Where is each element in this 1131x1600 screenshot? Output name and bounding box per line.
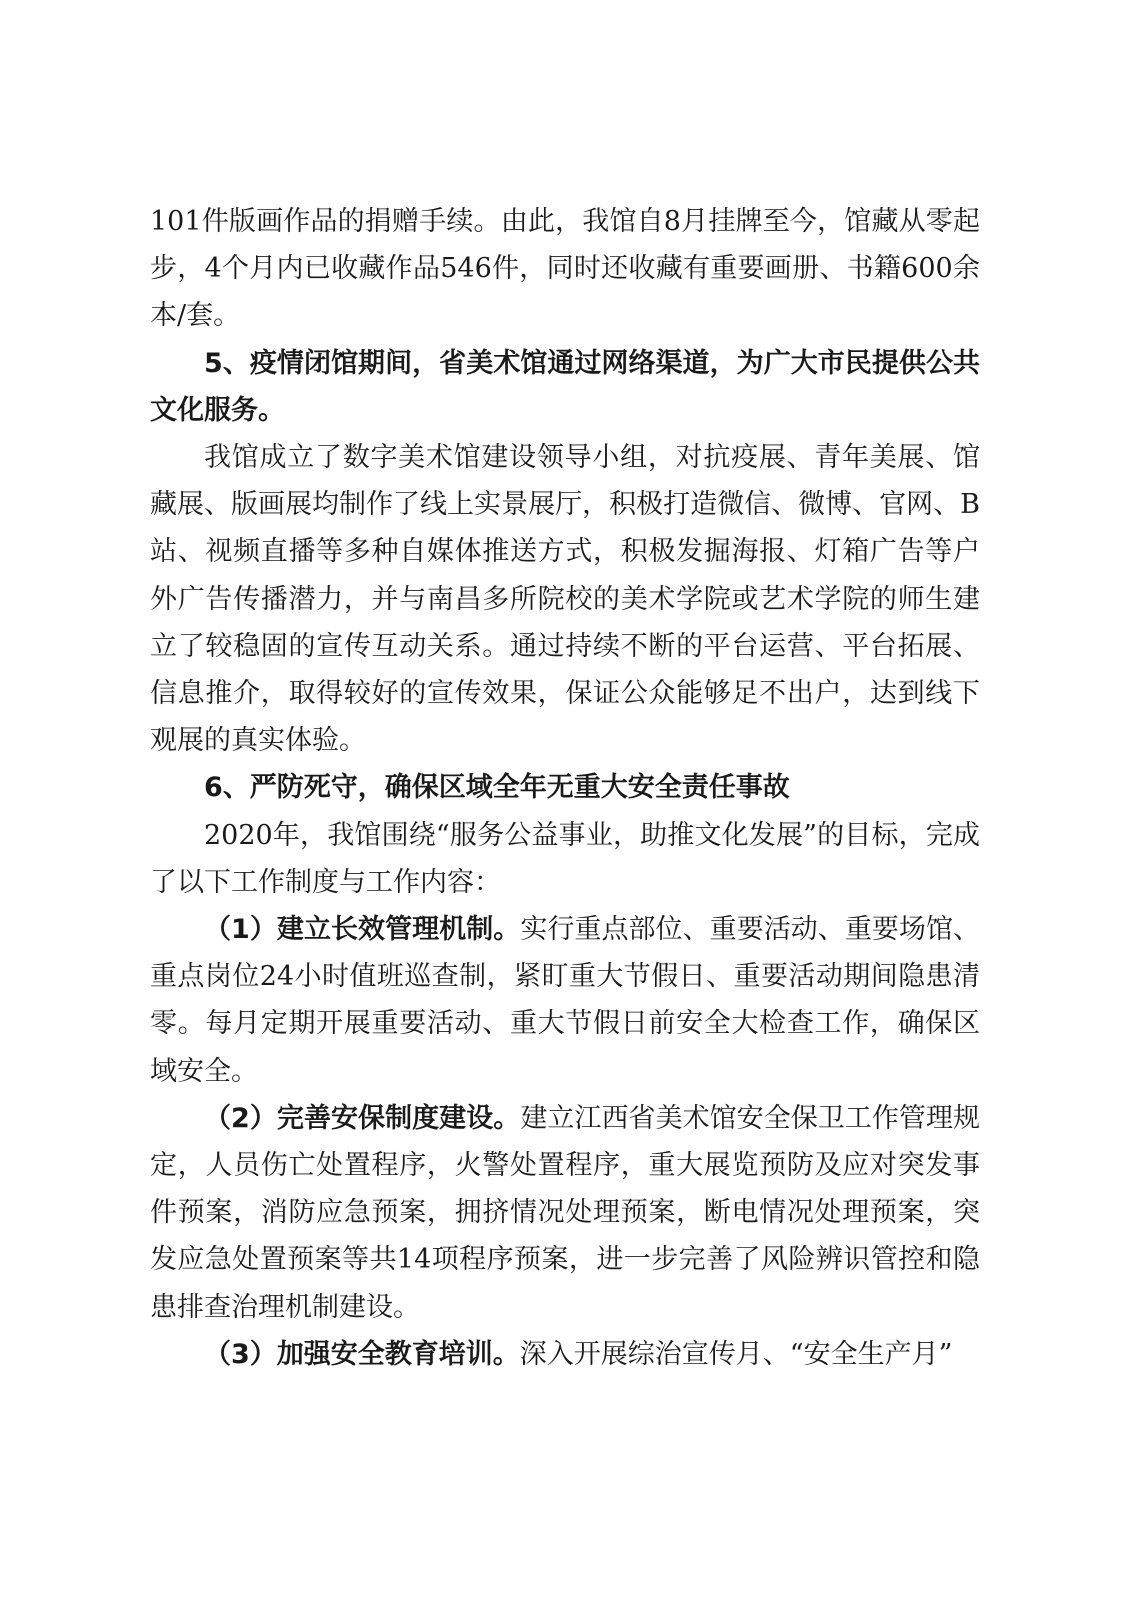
list-item-1 (150, 906, 980, 1095)
paragraph-digital-museum: 我馆成立了数字美术馆建设领导小组，对抗疫展、青年美展、馆藏展、版画展均制作了线上实景展厅，积极打造微信、微博、官网、B站、视频直播等多种自媒体推送方式，积极发掘海报、灯箱广告等户外广告传播潜力，并与南昌多所院校的美术学院或艺术学院的师生建立了较稳固的宣传互动关系。通过持续不断的平台运营、平台拓展、信息推介，取得较好的宣传效果，保证公众能够足不出户，达到线下观展的真实体验。 (150, 442, 980, 757)
list-item-1-body: 实行重点部位、重要活动、重要场馆、重点岗位24小时值班巡查制，紧盯重大节假日、重要活动期间隐患清零。每月定期开展重要活动、重大节假日前安全大检查工作，确保区域安全。 (150, 914, 980, 1087)
list-item-3-lead: （3）加强安全教育培训。 (204, 1338, 520, 1370)
paragraph-collection-summary: 101件版画作品的捐赠手续。由此，我馆自8月挂牌至今，馆藏从零起步，4个月内已收藏作品546件，同时还收藏有重要画册、书籍600余本/套。 (150, 206, 980, 332)
list-item-3-body: 深入开展综治宣传月、“安全生产月” (519, 1338, 953, 1370)
paragraph-goals-2020: 2020年，我馆围绕“服务公益事业，助推文化发展”的目标，完成了以下工作制度与工作内容： (150, 819, 980, 898)
list-item-3 (150, 1331, 980, 1378)
document-page (150, 198, 980, 1378)
list-item-2 (150, 1095, 980, 1331)
list-item-1-lead: （1）建立长效管理机制。 (204, 914, 521, 946)
section-heading-5: 5、疫情闭馆期间，省美术馆通过网络渠道，为广大市民提供公共文化服务。 (150, 347, 980, 426)
section-heading-6: 6、严防死守，确保区域全年无重大安全责任事故 (204, 772, 790, 804)
list-item-2-body: 建立江西省美术馆安全保卫工作管理规定，人员伤亡处置程序，火警处置程序，重大展览预防及应对突发事件预案，消防应急预案，拥挤情况处理预案，断电情况处理预案，突发应急处置预案等共14项程序预案，进一步完善了风险辨识管控和隐患排查治理机制建设。 (150, 1102, 980, 1323)
list-item-2-lead: （2）完善安保制度建设。 (204, 1102, 521, 1134)
